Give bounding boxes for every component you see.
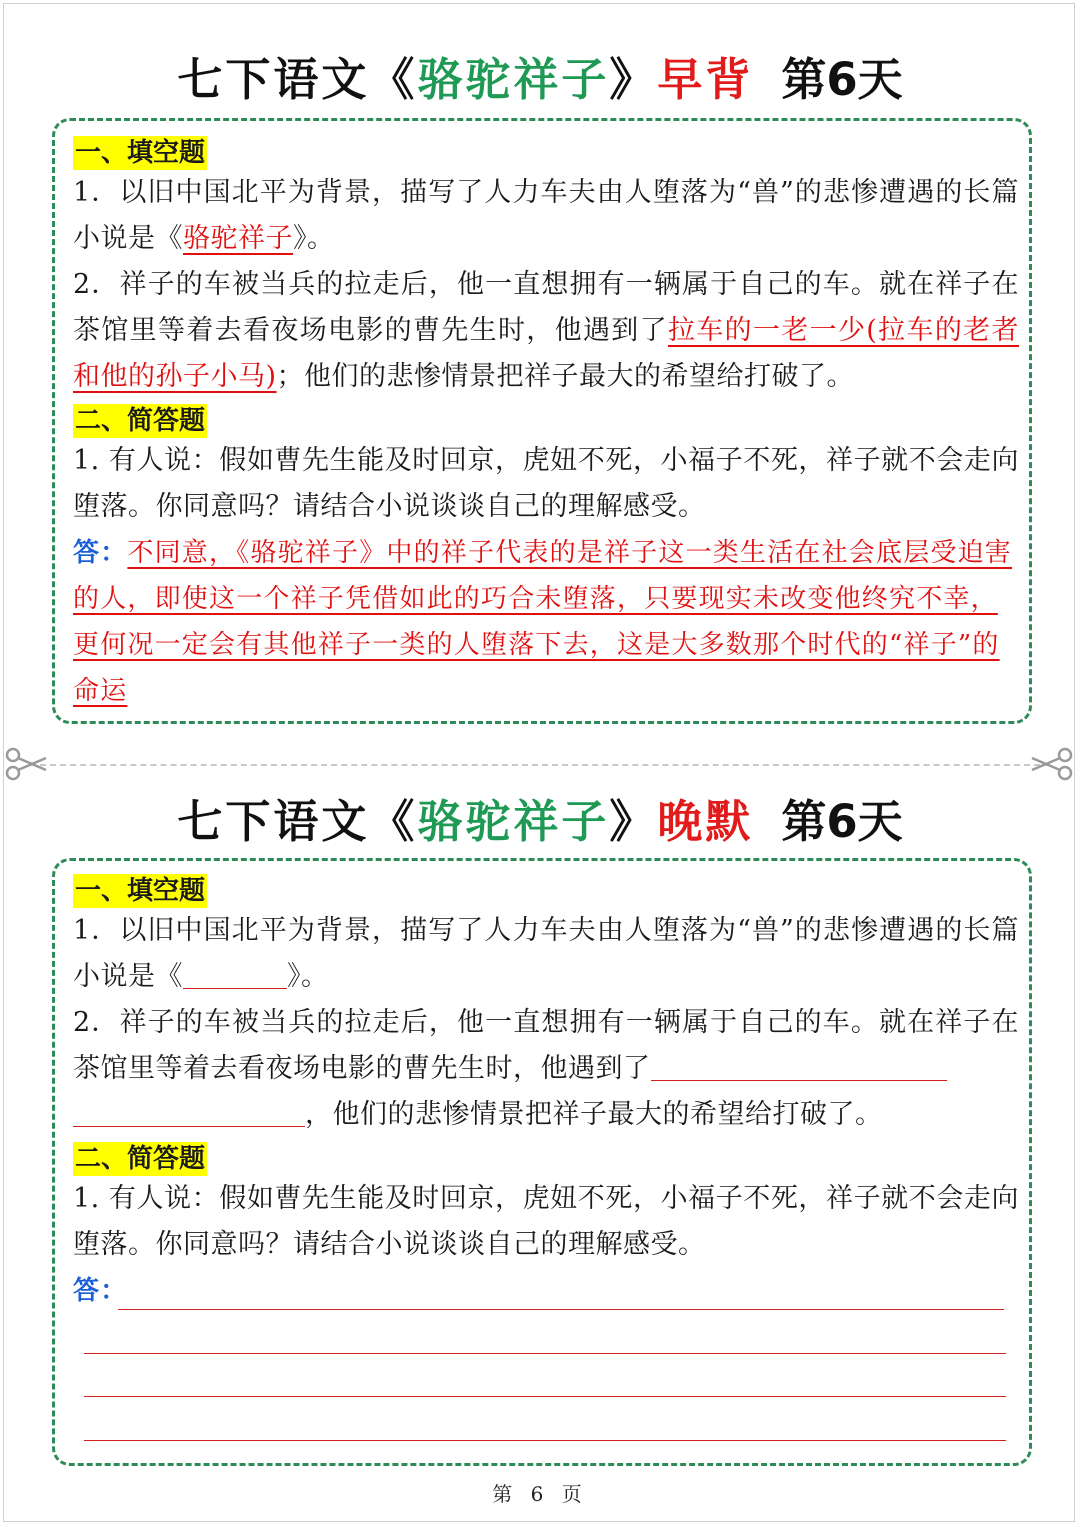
title-book: 骆驼祥子: [417, 53, 610, 106]
title-mode: 早背: [657, 53, 754, 106]
answer-3-text: 不同意，《骆驼祥子》中的祥子代表的是祥子这一类生活在社会底层受迫害的人，即使这一个祥子凭借如此的巧合未堕落，只要现实未改变他终究不幸，更何况一定会有其他祥子一类的人堕落下去，这是大多数那个时代的“祥子”的命运: [73, 538, 1013, 706]
question-1-tail: 》。: [287, 961, 329, 992]
question-1: [73, 170, 1019, 262]
title-close: 》: [609, 53, 658, 106]
title-book: 骆驼祥子: [417, 795, 610, 848]
question-1-answer: 骆驼祥子: [183, 223, 293, 254]
morning-title: [0, 50, 1080, 110]
answer-line[interactable]: [84, 1396, 1006, 1397]
question-2-tail: ，他们的悲惨情景把祥子最大的希望给打破了。: [305, 1099, 883, 1130]
evening-title: [0, 792, 1080, 852]
question-2-text: 2．祥子的车被当兵的拉走后，他一直想拥有一辆属于自己的车。就在祥子在茶馆里等着去看夜场电影的曹先生时，他遇到了: [73, 269, 1019, 346]
answer-line[interactable]: [84, 1440, 1006, 1441]
question-1-text: 1．以旧中国北平为背景，描写了人力车夫由人堕落为“兽”的悲惨遭遇的长篇小说是《: [73, 177, 1019, 254]
morning-content: [73, 132, 1019, 714]
evening-content: [73, 870, 1019, 1314]
title-prefix: 七下语文《: [177, 53, 418, 106]
blank-line[interactable]: [651, 1079, 947, 1081]
answer-label: 答：: [73, 538, 128, 568]
answer-label: 答：: [73, 1276, 128, 1306]
question-2-text: 2．祥子的车被当兵的拉走后，他一直想拥有一辆属于自己的车。就在祥子在茶馆里等着去看夜场电影的曹先生时，他遇到了: [73, 1007, 1019, 1084]
question-1-tail: 》。: [293, 223, 335, 254]
section-short-title: 二、简答题: [75, 1144, 206, 1174]
question-2-answer: 拉车的一老一少(拉车的老者和他的孙子小马): [73, 315, 1020, 392]
section-short-title: 二、简答题: [75, 406, 206, 436]
question-2: [73, 1000, 1019, 1138]
question-1-text: 1．以旧中国北平为背景，描写了人力车夫由人堕落为“兽”的悲惨遭遇的长篇小说是《: [73, 915, 1019, 992]
blank-line[interactable]: [183, 987, 287, 989]
page-number: 第 6 页: [492, 1482, 588, 1506]
question-2-tail: ；他们的悲惨情景把祥子最大的希望给打破了。: [276, 361, 855, 392]
question-3: 1. 有人说：假如曹先生能及时回京，虎妞不死，小福子不死，祥子就不会走向堕落。你同意吗？请结合小说谈谈自己的理解感受。: [73, 1183, 1019, 1260]
title-mode: 晚默: [657, 795, 754, 848]
section-fill-title: 一、填空题: [75, 876, 206, 906]
scissors-icon: [4, 746, 48, 782]
answer-3: [73, 1268, 1019, 1314]
title-day: 第6天: [781, 53, 903, 106]
answer-line[interactable]: [84, 1353, 1006, 1354]
cut-line: [30, 764, 1050, 766]
answer-line[interactable]: [118, 1309, 1004, 1310]
section-fill-title: 一、填空题: [75, 138, 206, 168]
answer-3: [73, 530, 1019, 714]
title-close: 》: [609, 795, 658, 848]
title-day: 第6天: [781, 795, 903, 848]
scissors-icon: [1030, 746, 1074, 782]
blank-line[interactable]: [73, 1125, 305, 1127]
question-3: 1. 有人说：假如曹先生能及时回京，虎妞不死，小福子不死，祥子就不会走向堕落。你同意吗？请结合小说谈谈自己的理解感受。: [73, 445, 1019, 522]
title-prefix: 七下语文《: [177, 795, 418, 848]
question-2: [73, 262, 1019, 400]
question-1: [73, 908, 1019, 1000]
